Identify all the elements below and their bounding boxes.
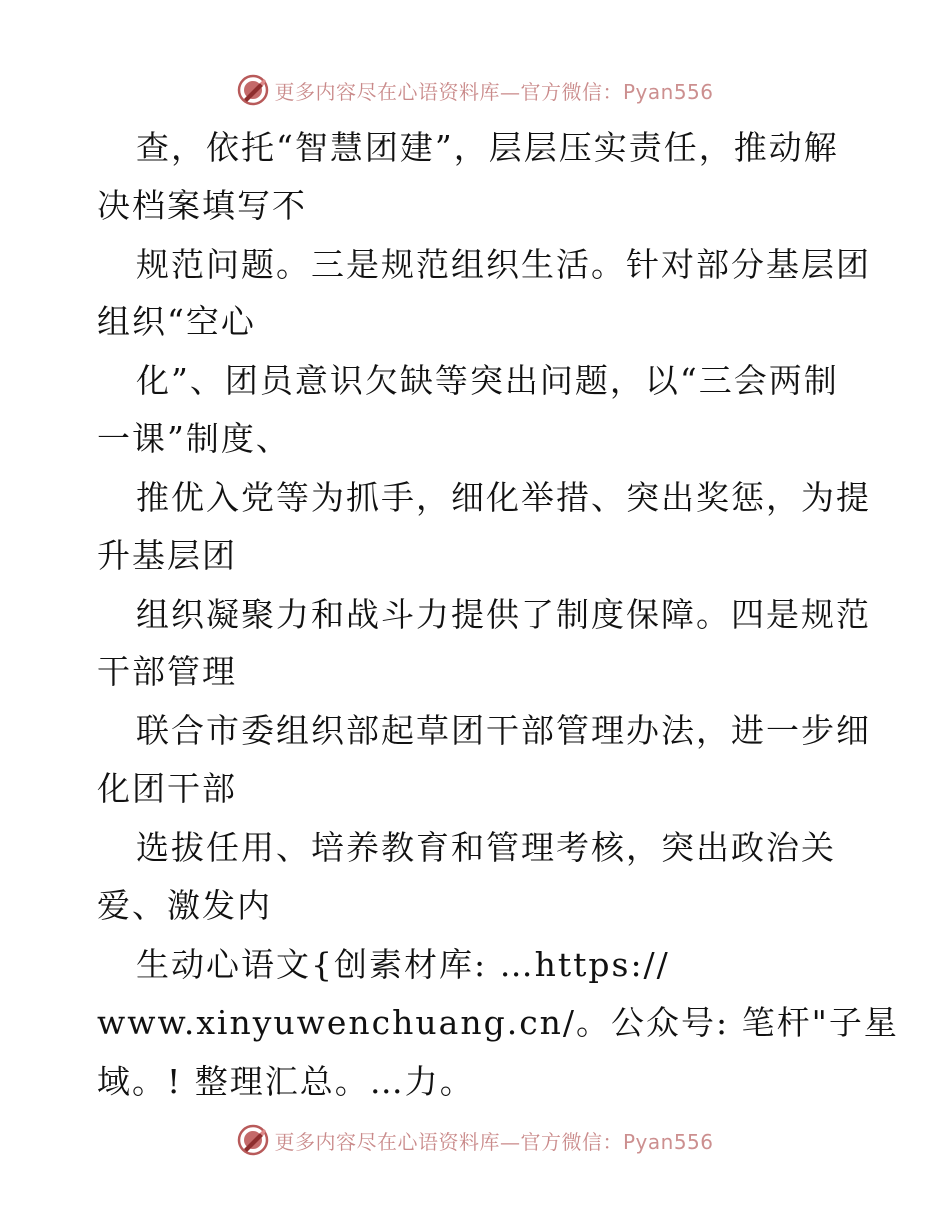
footer-wechat-id: Pyan556: [622, 1129, 714, 1154]
text-line: 爱、激发内: [97, 886, 272, 925]
text-line: 组织凝聚力和战斗力提供了制度保障。四是规范: [136, 595, 871, 634]
text-line: 决档案填写不: [97, 186, 307, 225]
text-line: 域。! 整理汇总。…力。: [97, 1062, 475, 1101]
text-line: 化团干部: [97, 769, 237, 808]
footer-banner: [0, 1120, 950, 1160]
text-line: www.xinyuwenchuang.cn/。公众号: 笔杆"子星: [97, 1003, 899, 1042]
footer-banner-text: 更多内容尽在心语资料库—官方微信：Pyan556: [274, 1129, 714, 1154]
text-line: 化”、团员意识欠缺等突出问题，以“三会两制: [136, 361, 839, 400]
text-line: 查，依托“智慧团建”，层层压实责任，推动解: [136, 128, 839, 167]
text-line: 规范问题。三是规范组织生活。针对部分基层团: [136, 245, 871, 284]
header-wechat-id: Pyan556: [622, 79, 714, 104]
text-line: 一课”制度、: [97, 419, 291, 458]
text-line: 干部管理: [97, 652, 237, 691]
pen-logo-icon: [236, 1123, 270, 1157]
text-line: 推优入党等为抓手，细化举措、突出奖惩，为提: [136, 478, 871, 517]
text-line: 生动心语文{创素材库: …https://: [136, 945, 670, 984]
header-banner-text: 更多内容尽在心语资料库—官方微信：Pyan556: [274, 79, 714, 104]
text-line: 选拔任用、培养教育和管理考核，突出政治关: [136, 828, 836, 867]
text-line: 联合市委组织部起草团干部管理办法，进一步细: [136, 711, 871, 750]
text-line: 组织“空心: [97, 302, 256, 341]
text-line: 升基层团: [97, 536, 237, 575]
